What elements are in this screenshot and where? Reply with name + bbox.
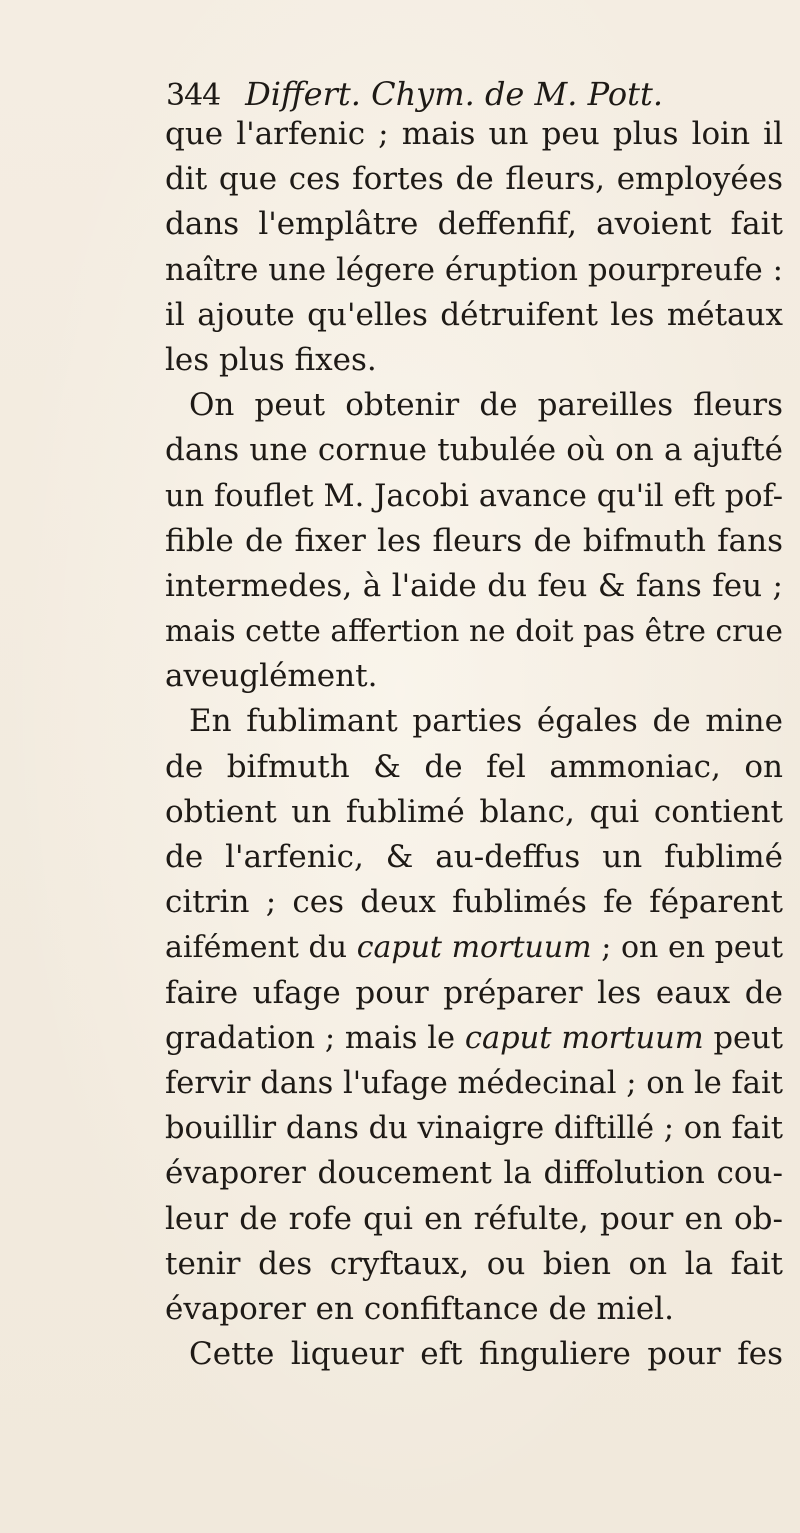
text-line: les plus fixes. (165, 341, 377, 378)
italic-term: caput mortuum (356, 930, 592, 966)
running-title: Differt. Chym. de M. Pott. (245, 75, 664, 113)
text-line: de l'arfenic, & au-deffus un fublimé (165, 839, 783, 875)
text-line: fible de fixer les fleurs de bifmuth fans (165, 522, 783, 559)
text-line: aveuglément. (165, 658, 378, 695)
text-line: naître une légere éruption pourpreufe : (165, 251, 783, 288)
text-line: obtient un fublimé blanc, qui contient (165, 793, 783, 830)
paragraph-start-line: En fublimant parties égales de mine (189, 703, 783, 740)
page-header (166, 74, 726, 114)
text-line: intermedes, à l'aide du feu & fans feu ; (165, 567, 783, 604)
text-line: de bifmuth & de fel ammoniac, on (165, 748, 783, 785)
italic-term: caput mortuum (464, 1020, 704, 1056)
text-line: que l'arfenic ; mais un peu plus loin il (165, 116, 783, 152)
text-line: dit que ces fortes de fleurs, employées (165, 161, 783, 198)
text-line: citrin ; ces deux fublimés fe féparent (165, 884, 783, 921)
text-line: évaporer en confiftance de miel. (165, 1290, 674, 1327)
text-line: gradation ; mais le caput mortuum peut (165, 1020, 783, 1056)
body-text (165, 112, 783, 1377)
text-line: il ajoute qu'elles détruifent les métaux (165, 296, 783, 333)
paragraph-start-line: On peut obtenir de pareilles fleurs (189, 387, 783, 424)
text-line: mais cette affertion ne doit pas être crue (165, 614, 783, 650)
text-line: faire ufage pour préparer les eaux de (165, 974, 783, 1011)
text-line: fervir dans l'ufage médecinal ; on le fait (165, 1065, 783, 1101)
text-line: tenir des cryftaux, ou bien on la fait (165, 1245, 783, 1282)
paragraph-start-line: Cette liqueur eft finguliere pour fes (189, 1336, 783, 1373)
text-line: aifément du caput mortuum ; on en peut (165, 930, 783, 966)
text-line: dans l'emplâtre deffenfif, avoient fait (165, 206, 783, 243)
text-line: dans une cornue tubulée où on a ajufté (165, 432, 783, 469)
page-number: 344 (166, 78, 221, 113)
text-line: bouillir dans du vinaigre diftillé ; on fait (165, 1111, 783, 1147)
text-line: évaporer doucement la diffolution cou- (165, 1155, 783, 1192)
text-line: un fouflet M. Jacobi avance qu'il eft pof- (165, 478, 783, 514)
text-line: leur de rofe qui en réfulte, pour en ob- (165, 1200, 783, 1237)
